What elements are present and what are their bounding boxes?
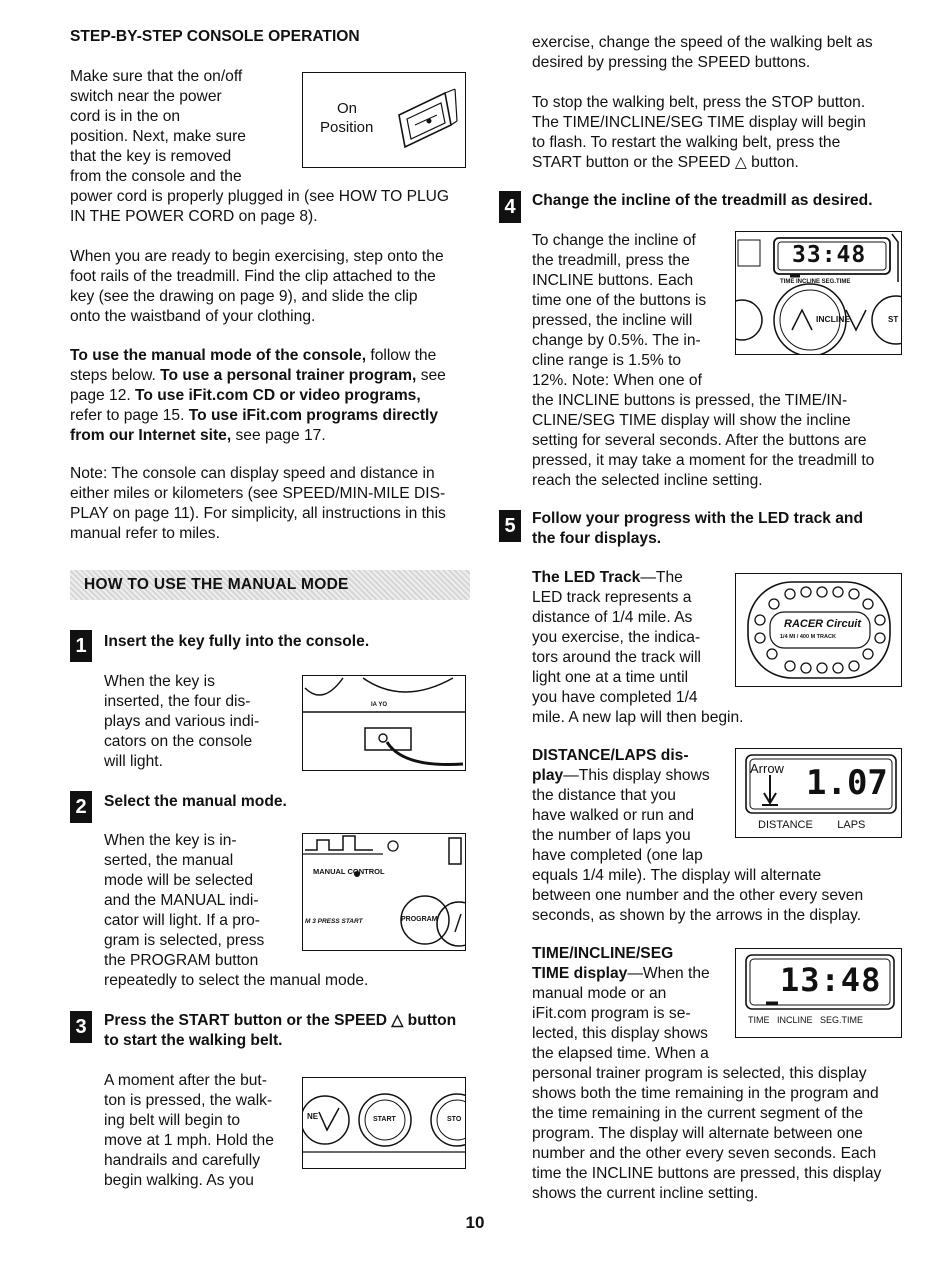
- time-line: program. The display will alternate between one: [532, 1125, 863, 1142]
- program-button-icon: [303, 834, 465, 950]
- step-number-badge: 2: [70, 791, 92, 823]
- time-incline-figure: [735, 948, 902, 1038]
- time-lcd-value: 13:48: [780, 961, 882, 999]
- stop-line: The TIME/INCLINE/SEG TIME display will begin: [532, 114, 866, 131]
- step-title: the four displays.: [532, 530, 662, 547]
- stop-line: START button or the SPEED △ button.: [532, 154, 799, 171]
- step-title: Press the START button or the SPEED △ button: [104, 1012, 457, 1029]
- ready-line: key (see the drawing on page 9), and slide the clip: [70, 288, 418, 305]
- distance-laps-figure: [735, 748, 902, 838]
- note-line: PLAY on page 11). For simplicity, all instructions in this: [70, 505, 446, 522]
- key-insert-figure: [302, 675, 466, 771]
- incline-figure: [735, 231, 902, 355]
- track-distance-label: 1/4 MI / 400 M TRACK: [780, 634, 836, 640]
- led-line: mile. A new lap will then begin.: [532, 709, 744, 726]
- step4-line: CLINE/SEG TIME display will show the incline: [532, 412, 851, 429]
- rocker-switch-icon: [393, 85, 459, 157]
- dist-line: the number of laps you: [532, 827, 691, 844]
- incline-fragment-label: NE: [307, 1112, 319, 1121]
- time-line: the time remaining in the current segment of the: [532, 1105, 864, 1122]
- note-line: Note: The console can display speed and distance in: [70, 465, 435, 482]
- incline-button-label: INCLINE: [816, 314, 850, 324]
- step1-line: cators on the console: [104, 733, 253, 750]
- distance-laps-labels: DISTANCE LAPS: [758, 819, 866, 831]
- time-line: lected, this display shows: [532, 1025, 708, 1042]
- intro-line: switch near the power: [70, 88, 222, 105]
- step4-line: change by 0.5%. The in-: [532, 332, 701, 349]
- step-number-badge: 1: [70, 630, 92, 662]
- led-line: LED track represents a: [532, 589, 692, 606]
- time-line: the elapsed time. When a: [532, 1045, 709, 1062]
- step4-line: pressed, it may take a moment for the treadmill to: [532, 452, 875, 469]
- time-line: TIME/INCLINE/SEG: [532, 945, 674, 962]
- on-label: On: [337, 100, 358, 117]
- dist-line: play—This display shows: [532, 767, 710, 784]
- led-line: tors around the track will: [532, 649, 702, 666]
- step1-line: will light.: [104, 753, 163, 770]
- led-line: you exercise, the indica-: [532, 629, 701, 646]
- modes-line: To use the manual mode of the console, follow the: [70, 347, 437, 364]
- step2-line: When the key is in-: [104, 832, 237, 849]
- step2-line: gram is selected, press: [104, 932, 265, 949]
- step1-line: inserted, the four dis-: [104, 693, 251, 710]
- distance-lcd-value: 1.07: [806, 763, 888, 803]
- led-line: The LED Track—The: [532, 569, 683, 586]
- dist-line: have walked or run and: [532, 807, 695, 824]
- time-line: TIME display—When the: [532, 965, 710, 982]
- step3-line: move at 1 mph. Hold the: [104, 1132, 274, 1149]
- step3-line: ton is pressed, the walk-: [104, 1092, 273, 1109]
- step-title: Change the incline of the treadmill as desired.: [532, 192, 873, 209]
- start-button-icon: [303, 1078, 465, 1168]
- position-label: Position: [320, 119, 374, 136]
- arrow-label: Arrow: [750, 761, 784, 776]
- cont-line: exercise, change the speed of the walking belt as: [532, 34, 873, 51]
- section-banner: [70, 570, 470, 600]
- time-line: shows both the time remaining in the program and: [532, 1085, 879, 1102]
- stop-line: to flash. To restart the walking belt, press the: [532, 134, 841, 151]
- step2-line: the PROGRAM button: [104, 952, 259, 969]
- time-line: time the INCLINE buttons are pressed, this display: [532, 1165, 882, 1182]
- step2-line: repeatedly to select the manual mode.: [104, 972, 369, 989]
- step2-line: serted, the manual: [104, 852, 234, 869]
- dist-line: between one number and the other every seven: [532, 887, 864, 904]
- step-title: Follow your progress with the LED track and: [532, 510, 863, 527]
- step-title: Select the manual mode.: [104, 793, 287, 810]
- dist-line: seconds, as shown by the arrows in the display.: [532, 907, 862, 924]
- intro-line: that the key is removed: [70, 148, 232, 165]
- step-title: to start the walking belt.: [104, 1032, 283, 1049]
- intro-line: power cord is properly plugged in (see HOW TO PLUG: [70, 188, 450, 205]
- step4-line: To change the incline of: [532, 232, 696, 249]
- led-line: light one at a time until: [532, 669, 689, 686]
- intro-line: from the console and the: [70, 168, 242, 185]
- intro-line: cord is in the on: [70, 108, 181, 125]
- intro-line: IN THE POWER CORD on page 8).: [70, 208, 318, 225]
- start-label: START: [373, 1116, 396, 1123]
- time-lcd-labels: TIME INCLINE SEG.TIME: [748, 1015, 864, 1025]
- incline-lcd-labels: TIME INCLINE SEG.TIME: [780, 279, 851, 285]
- step1-line: plays and various indi-: [104, 713, 260, 730]
- dist-line: DISTANCE/LAPS dis-: [532, 747, 689, 764]
- banner-title: HOW TO USE THE MANUAL MODE: [84, 576, 349, 593]
- dist-line: the distance that you: [532, 787, 676, 804]
- modes-line: from our Internet site, see page 17.: [70, 427, 326, 444]
- step2-line: mode will be selected: [104, 872, 254, 889]
- step4-line: INCLINE buttons. Each: [532, 272, 694, 289]
- start-button-figure: [302, 1077, 466, 1169]
- time-line: number and the other every seven seconds. Each: [532, 1145, 877, 1162]
- racer-circuit-label: RACER Circuit: [784, 618, 862, 630]
- ready-line: foot rails of the treadmill. Find the clip attached to the: [70, 268, 436, 285]
- note-line: either miles or kilometers (see SPEED/MIN-MILE DIS-: [70, 485, 446, 502]
- time-line: shows the current incline setting.: [532, 1185, 759, 1202]
- console-mini-label: IA YO: [371, 702, 388, 708]
- step4-line: cline range is 1.5% to: [532, 352, 682, 369]
- ready-line: When you are ready to begin exercising, step onto the: [70, 248, 444, 265]
- program-label: PROGRAM: [401, 916, 438, 923]
- time-line: personal trainer program is selected, this display: [532, 1065, 867, 1082]
- step4-line: pressed, the incline will: [532, 312, 693, 329]
- step-number-badge: 5: [499, 510, 521, 542]
- intro-line: position. Next, make sure: [70, 128, 246, 145]
- press-start-label: M 3 PRESS START: [305, 918, 363, 925]
- step4-line: setting for several seconds. After the buttons are: [532, 432, 867, 449]
- note-line: manual refer to miles.: [70, 525, 220, 542]
- manual-mode-figure: [302, 833, 466, 951]
- modes-line: refer to page 15. To use iFit.com programs directly: [70, 407, 439, 424]
- led-line: you have completed 1/4: [532, 689, 698, 706]
- led-line: distance of 1/4 mile. As: [532, 609, 693, 626]
- step-title: Insert the key fully into the console.: [104, 633, 370, 650]
- step4-line: 12%. Note: When one of: [532, 372, 702, 389]
- step4-line: time one of the buttons is: [532, 292, 707, 309]
- step3-line: A moment after the but-: [104, 1072, 267, 1089]
- section-title: STEP-BY-STEP CONSOLE OPERATION: [70, 28, 360, 45]
- on-position-figure: [302, 72, 466, 168]
- step3-line: ing belt will begin to: [104, 1112, 241, 1129]
- page-number: 10: [465, 1213, 485, 1232]
- dist-line: have completed (one lap: [532, 847, 703, 864]
- step-number-badge: 3: [70, 1011, 92, 1043]
- modes-line: page 12. To use iFit.com CD or video programs,: [70, 387, 421, 404]
- incline-lcd-value: 33:48: [792, 242, 867, 268]
- step2-line: cator will light. If a pro-: [104, 912, 260, 929]
- console-key-icon: [303, 676, 465, 770]
- step1-line: When the key is: [104, 673, 215, 690]
- stop-line: To stop the walking belt, press the STOP button.: [532, 94, 866, 111]
- led-track-figure: [735, 573, 902, 687]
- step4-line: the treadmill, press the: [532, 252, 690, 269]
- step4-line: reach the selected incline setting.: [532, 472, 763, 489]
- cont-line: desired by pressing the SPEED buttons.: [532, 54, 811, 71]
- step3-line: handrails and carefully: [104, 1152, 261, 1169]
- step-number-badge: 4: [499, 191, 521, 223]
- ready-line: onto the waistband of your clothing.: [70, 308, 316, 325]
- modes-line: steps below. To use a personal trainer program, see: [70, 367, 446, 384]
- time-line: manual mode or an: [532, 985, 667, 1002]
- start-fragment-label: ST: [888, 315, 899, 324]
- step2-line: and the MANUAL indi-: [104, 892, 259, 909]
- step4-line: the INCLINE buttons is pressed, the TIME/IN-: [532, 392, 848, 409]
- dist-line: equals 1/4 mile). The display will alternate: [532, 867, 822, 884]
- stop-label: STO: [447, 1116, 462, 1123]
- led-track-icon: [736, 574, 901, 686]
- time-line: iFit.com program is se-: [532, 1005, 691, 1022]
- step3-line: begin walking. As you: [104, 1172, 254, 1189]
- manual-control-label: MANUAL CONTROL: [313, 867, 385, 876]
- intro-line: Make sure that the on/off: [70, 68, 243, 85]
